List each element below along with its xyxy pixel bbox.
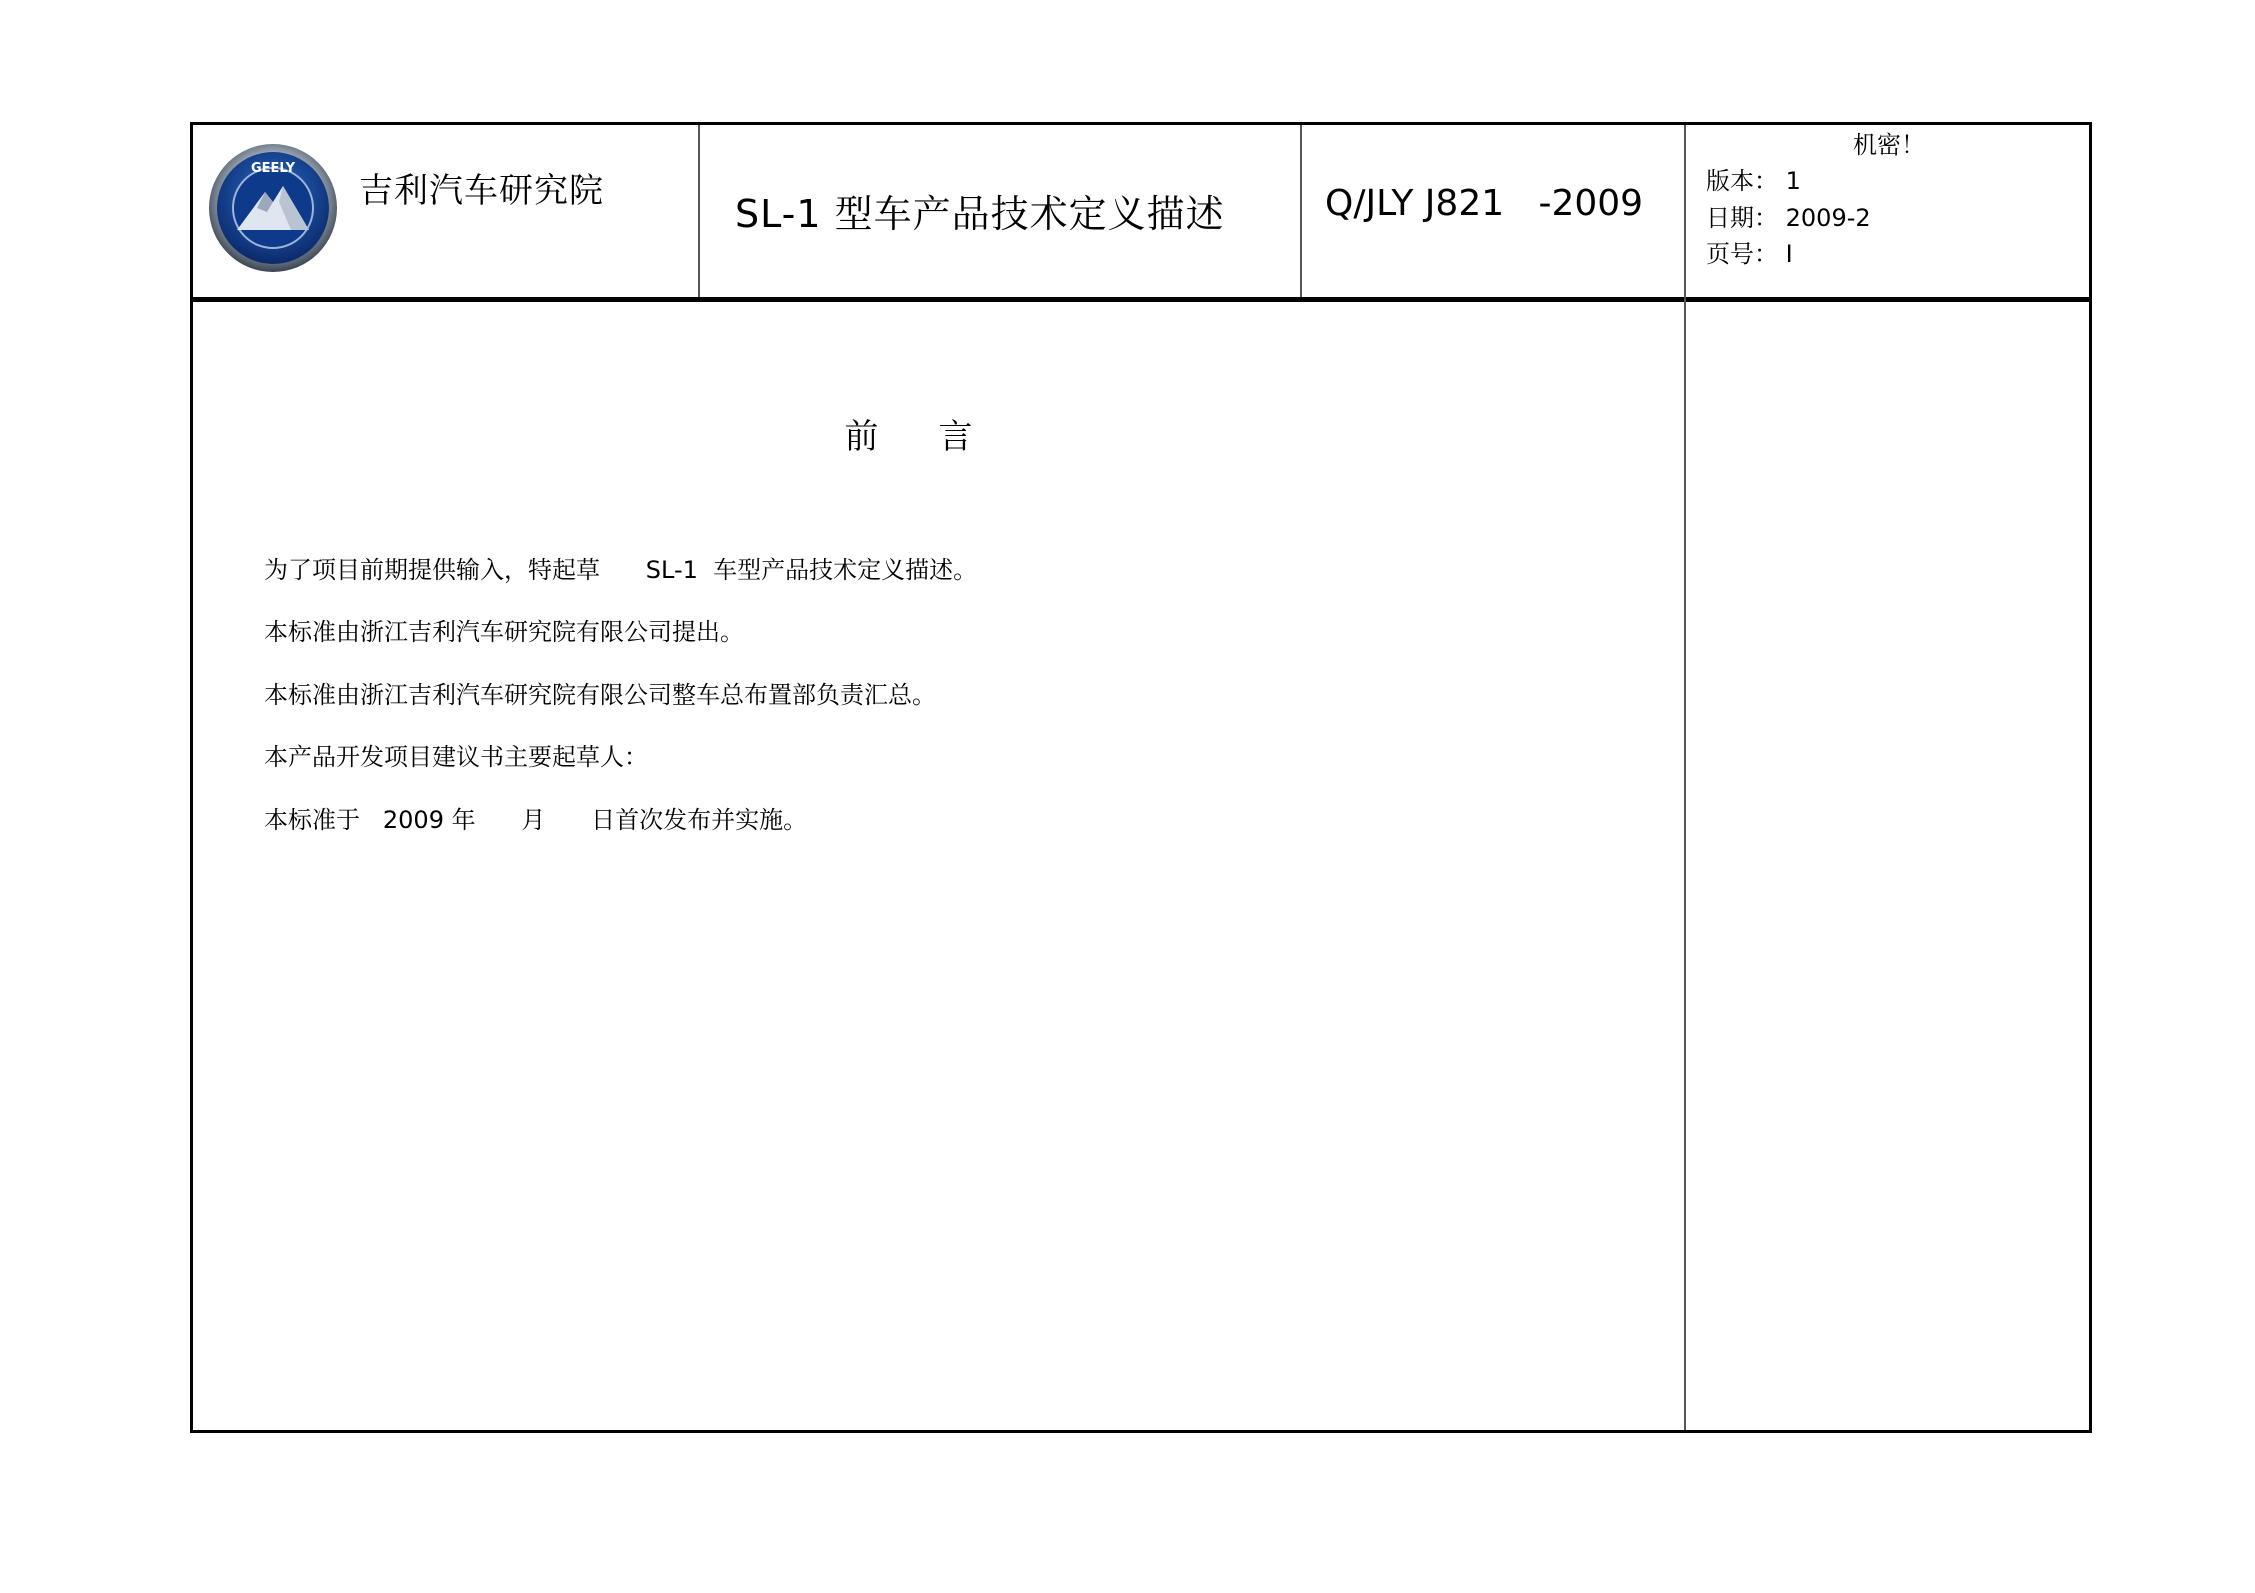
header-divider (698, 125, 700, 297)
paragraph: 本标准由浙江吉利汽车研究院有限公司整车总布置部负责汇总。 (264, 681, 936, 709)
confidential-mark: 机密！ (1853, 131, 1925, 159)
version-row (1706, 161, 1801, 196)
logo-lettering: GEELY (250, 161, 296, 176)
section-title: 前言 (844, 417, 1033, 457)
page-row (1706, 234, 1793, 269)
organization-name: 吉利汽车研究院 (359, 171, 604, 211)
document-header (193, 125, 2089, 302)
version-label: 版本： (1706, 167, 1778, 195)
paragraph: 本产品开发项目建议书主要起草人： (264, 743, 648, 771)
version-value: 1 (1785, 167, 1801, 195)
paragraph: 本标准由浙江吉利汽车研究院有限公司提出。 (264, 618, 744, 646)
document-title: SL-1 型车产品技术定义描述 (735, 192, 1225, 236)
page-value: I (1785, 240, 1793, 268)
right-column-divider (1684, 125, 1686, 1430)
document-code: Q/JLY J821 -2009 (1325, 183, 1644, 224)
date-row (1706, 198, 1871, 233)
paragraph: 为了项目前期提供输入，特起草 SL-1 车型产品技术定义描述。 (264, 556, 978, 584)
page-label: 页号： (1706, 240, 1778, 268)
paragraph: 本标准于 2009 年 月 日首次发布并实施。 (264, 806, 808, 834)
document-frame (190, 122, 2092, 1433)
geely-logo-icon (207, 142, 339, 274)
date-label: 日期： (1706, 204, 1778, 232)
header-divider (1300, 125, 1302, 297)
date-value: 2009-2 (1785, 204, 1871, 232)
